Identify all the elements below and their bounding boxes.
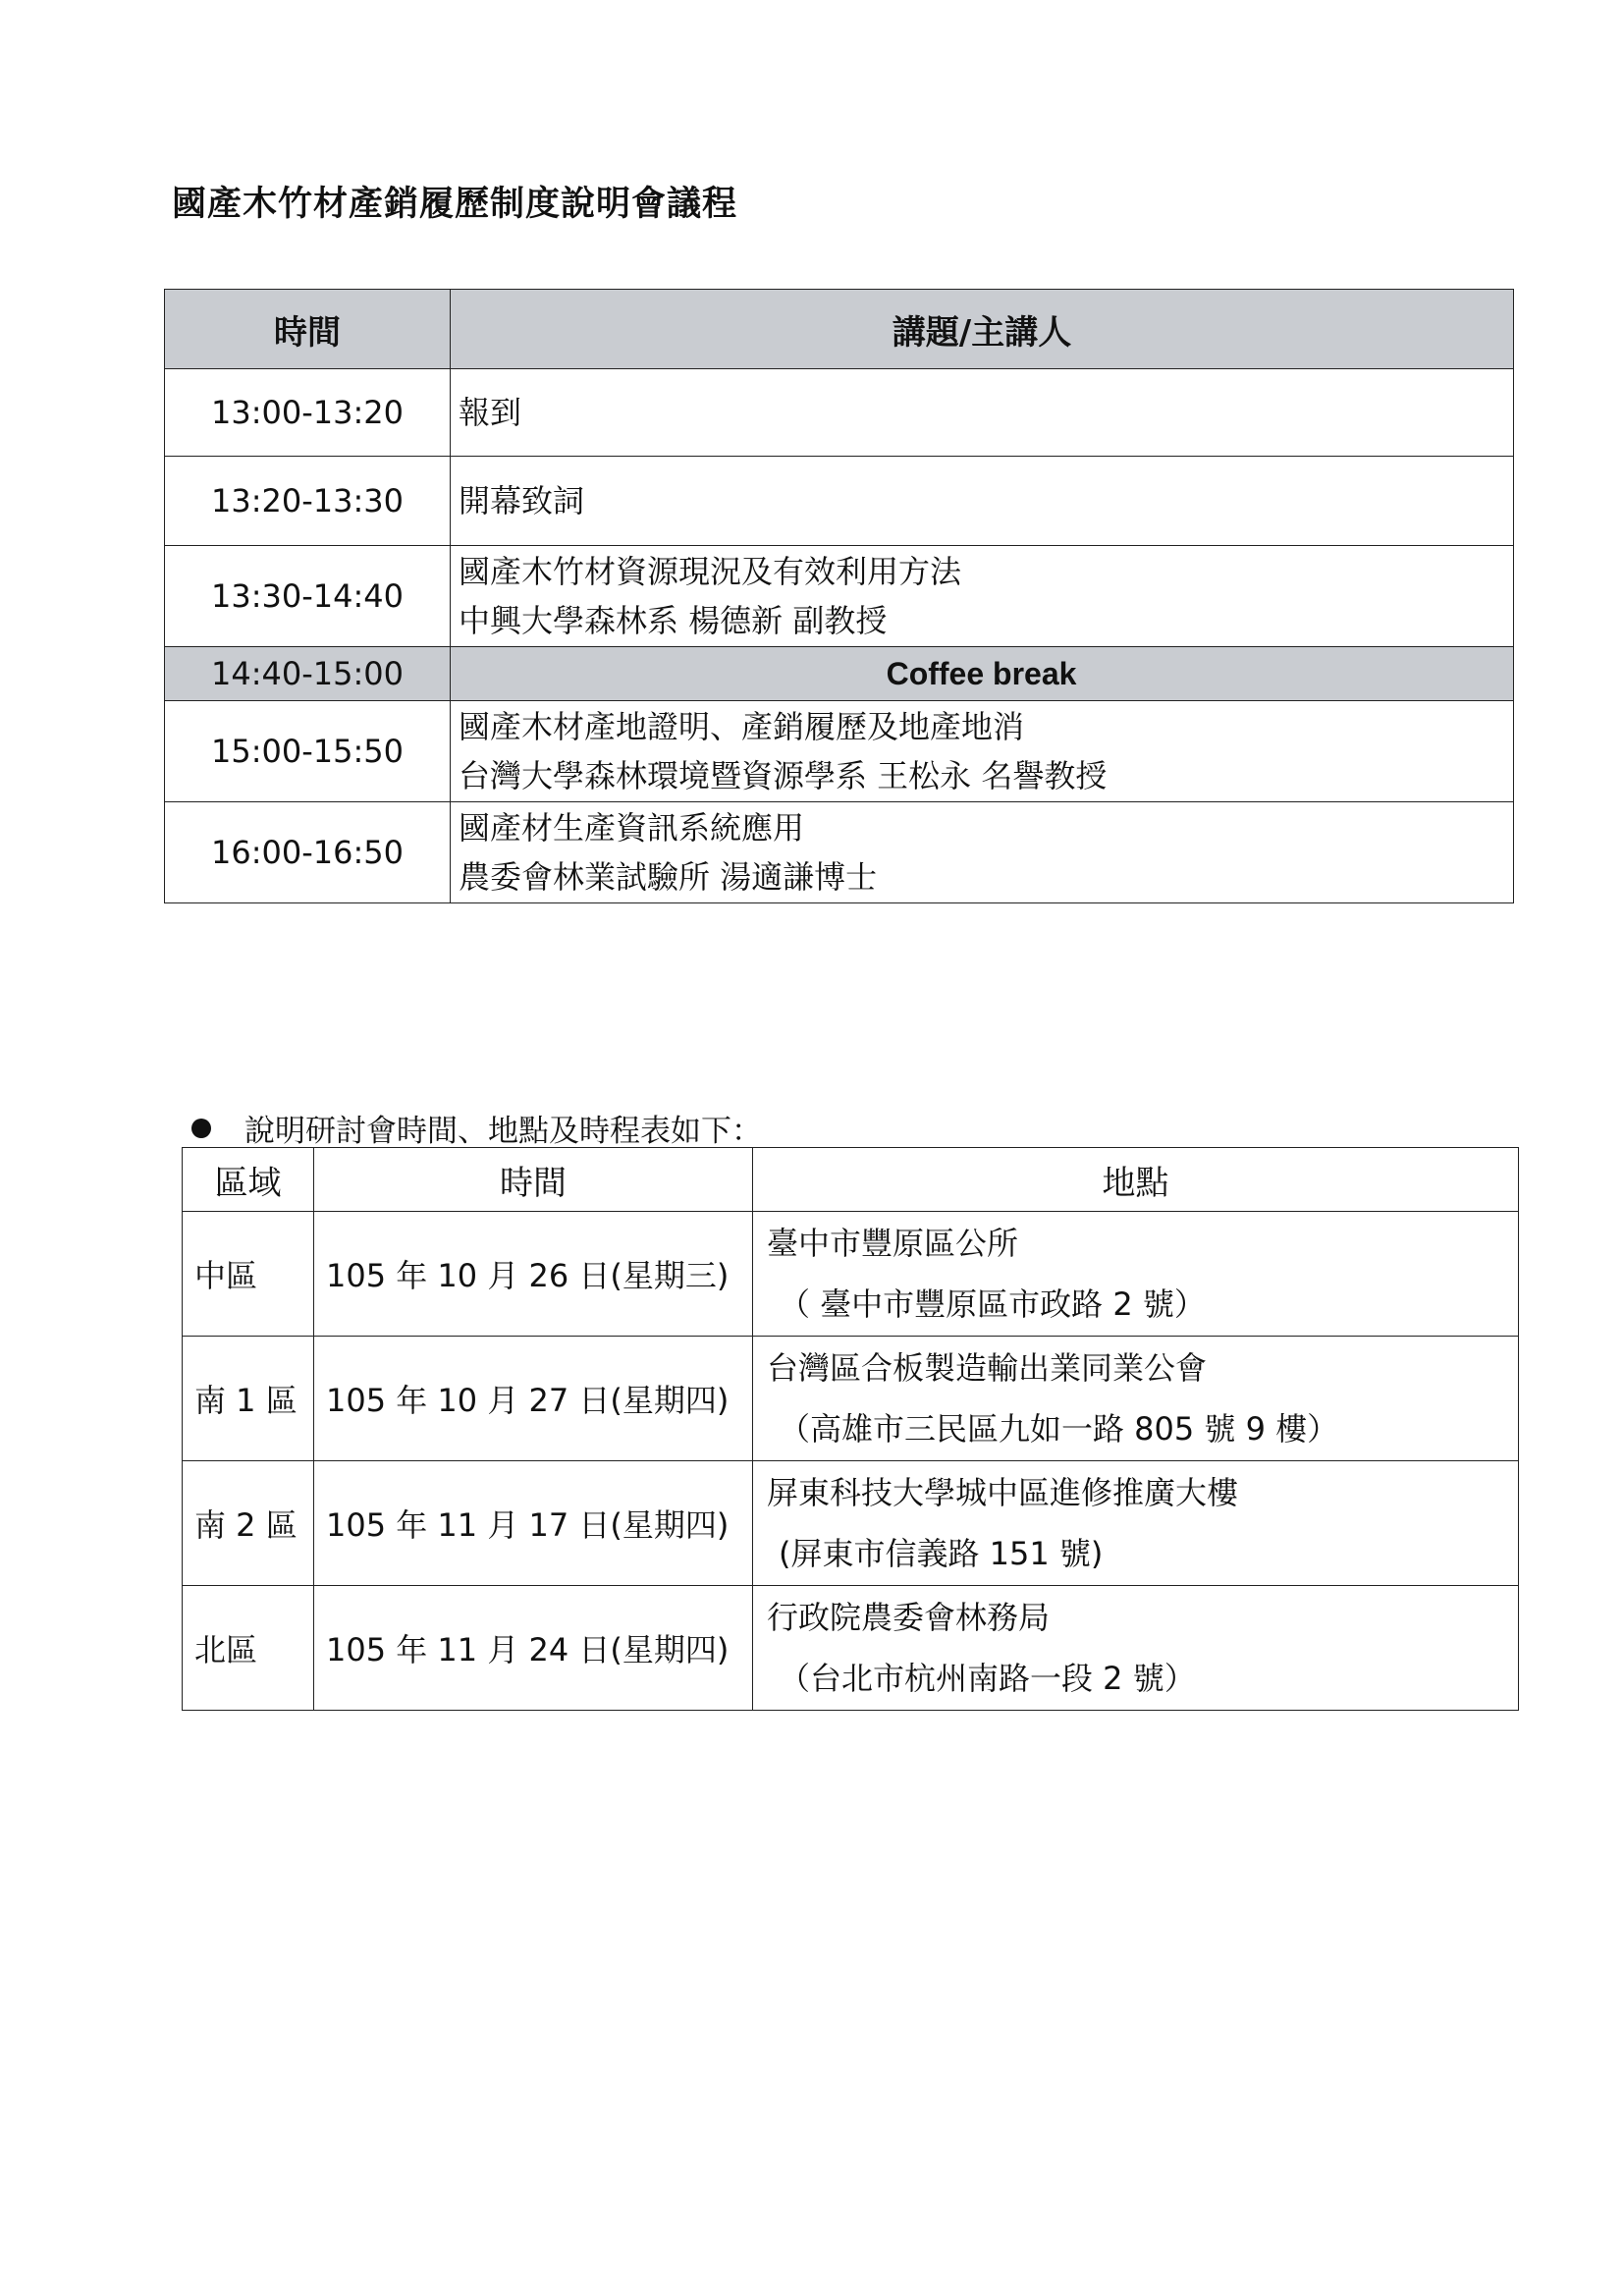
agenda-row (165, 802, 1514, 903)
schedule-address: （ 臺中市豐原區市政路 2 號） (779, 1285, 1206, 1323)
agenda-topic (451, 546, 1514, 647)
agenda-row (165, 701, 1514, 802)
schedule-region: 中區 (183, 1212, 314, 1337)
agenda-topic-line1: 國產木竹材資源現況及有效利用方法 (459, 553, 962, 590)
agenda-speaker: 中興大學森林系 楊德新 副教授 (459, 602, 888, 639)
agenda-speaker: 台灣大學森林環境暨資源學系 王松永 名譽教授 (459, 757, 1108, 794)
schedule-header-region: 區域 (183, 1148, 314, 1212)
agenda-row-break (165, 647, 1514, 701)
agenda-topic: Coffee break (451, 647, 1514, 701)
schedule-venue: 臺中市豐原區公所 (767, 1225, 1019, 1262)
agenda-header-time: 時間 (165, 290, 451, 369)
agenda-row (165, 546, 1514, 647)
agenda-speaker: 農委會林業試驗所 湯適謙博士 (459, 858, 878, 896)
schedule-date: 105 年 11 月 17 日(星期四) (314, 1461, 753, 1586)
schedule-venue: 台灣區合板製造輸出業同業公會 (767, 1349, 1208, 1387)
schedule-place (753, 1461, 1519, 1586)
bullet-icon (191, 1119, 211, 1138)
agenda-row (165, 369, 1514, 457)
schedule-table (182, 1147, 1519, 1711)
agenda-time: 13:20-13:30 (165, 457, 451, 546)
schedule-place (753, 1337, 1519, 1461)
schedule-row (183, 1212, 1519, 1337)
schedule-region: 南 1 區 (183, 1337, 314, 1461)
agenda-time: 15:00-15:50 (165, 701, 451, 802)
agenda-time: 16:00-16:50 (165, 802, 451, 903)
agenda-topic-line1: 國產材生產資訊系統應用 (459, 809, 805, 847)
schedule-date: 105 年 10 月 26 日(星期三) (314, 1212, 753, 1337)
schedule-row (183, 1461, 1519, 1586)
agenda-topic-line1: 報到 (459, 394, 522, 431)
schedule-address: (屏東市信義路 151 號) (779, 1535, 1104, 1572)
schedule-row (183, 1586, 1519, 1711)
schedule-intro-text: 說明研討會時間、地點及時程表如下： (244, 1114, 762, 1149)
agenda-topic (451, 369, 1514, 457)
agenda-time: 13:00-13:20 (165, 369, 451, 457)
agenda-topic-line1: 國產木材產地證明、產銷履歷及地產地消 (459, 708, 1025, 745)
page-title: 國產木竹材產銷履歷制度說明會議程 (172, 185, 738, 224)
schedule-row (183, 1337, 1519, 1461)
agenda-header-topic: 講題/主講人 (451, 290, 1514, 369)
schedule-region: 北區 (183, 1586, 314, 1711)
agenda-row (165, 457, 1514, 546)
agenda-topic (451, 701, 1514, 802)
schedule-venue: 行政院農委會林務局 (767, 1599, 1051, 1636)
agenda-time: 13:30-14:40 (165, 546, 451, 647)
schedule-header-date: 時間 (314, 1148, 753, 1212)
schedule-header-place: 地點 (753, 1148, 1519, 1212)
schedule-header-row (183, 1148, 1519, 1212)
schedule-region: 南 2 區 (183, 1461, 314, 1586)
schedule-address: （高雄市三民區九如一路 805 號 9 樓） (779, 1410, 1339, 1448)
agenda-time: 14:40-15:00 (165, 647, 451, 701)
agenda-topic-line1: 開幕致詞 (459, 482, 585, 519)
schedule-intro (191, 1106, 762, 1150)
agenda-header-row (165, 290, 1514, 369)
agenda-table (164, 289, 1514, 903)
agenda-topic (451, 802, 1514, 903)
schedule-address: （台北市杭州南路一段 2 號） (779, 1660, 1196, 1697)
schedule-place (753, 1586, 1519, 1711)
agenda-topic (451, 457, 1514, 546)
schedule-date: 105 年 10 月 27 日(星期四) (314, 1337, 753, 1461)
schedule-venue: 屏東科技大學城中區進修推廣大樓 (767, 1474, 1239, 1511)
schedule-place (753, 1212, 1519, 1337)
schedule-date: 105 年 11 月 24 日(星期四) (314, 1586, 753, 1711)
